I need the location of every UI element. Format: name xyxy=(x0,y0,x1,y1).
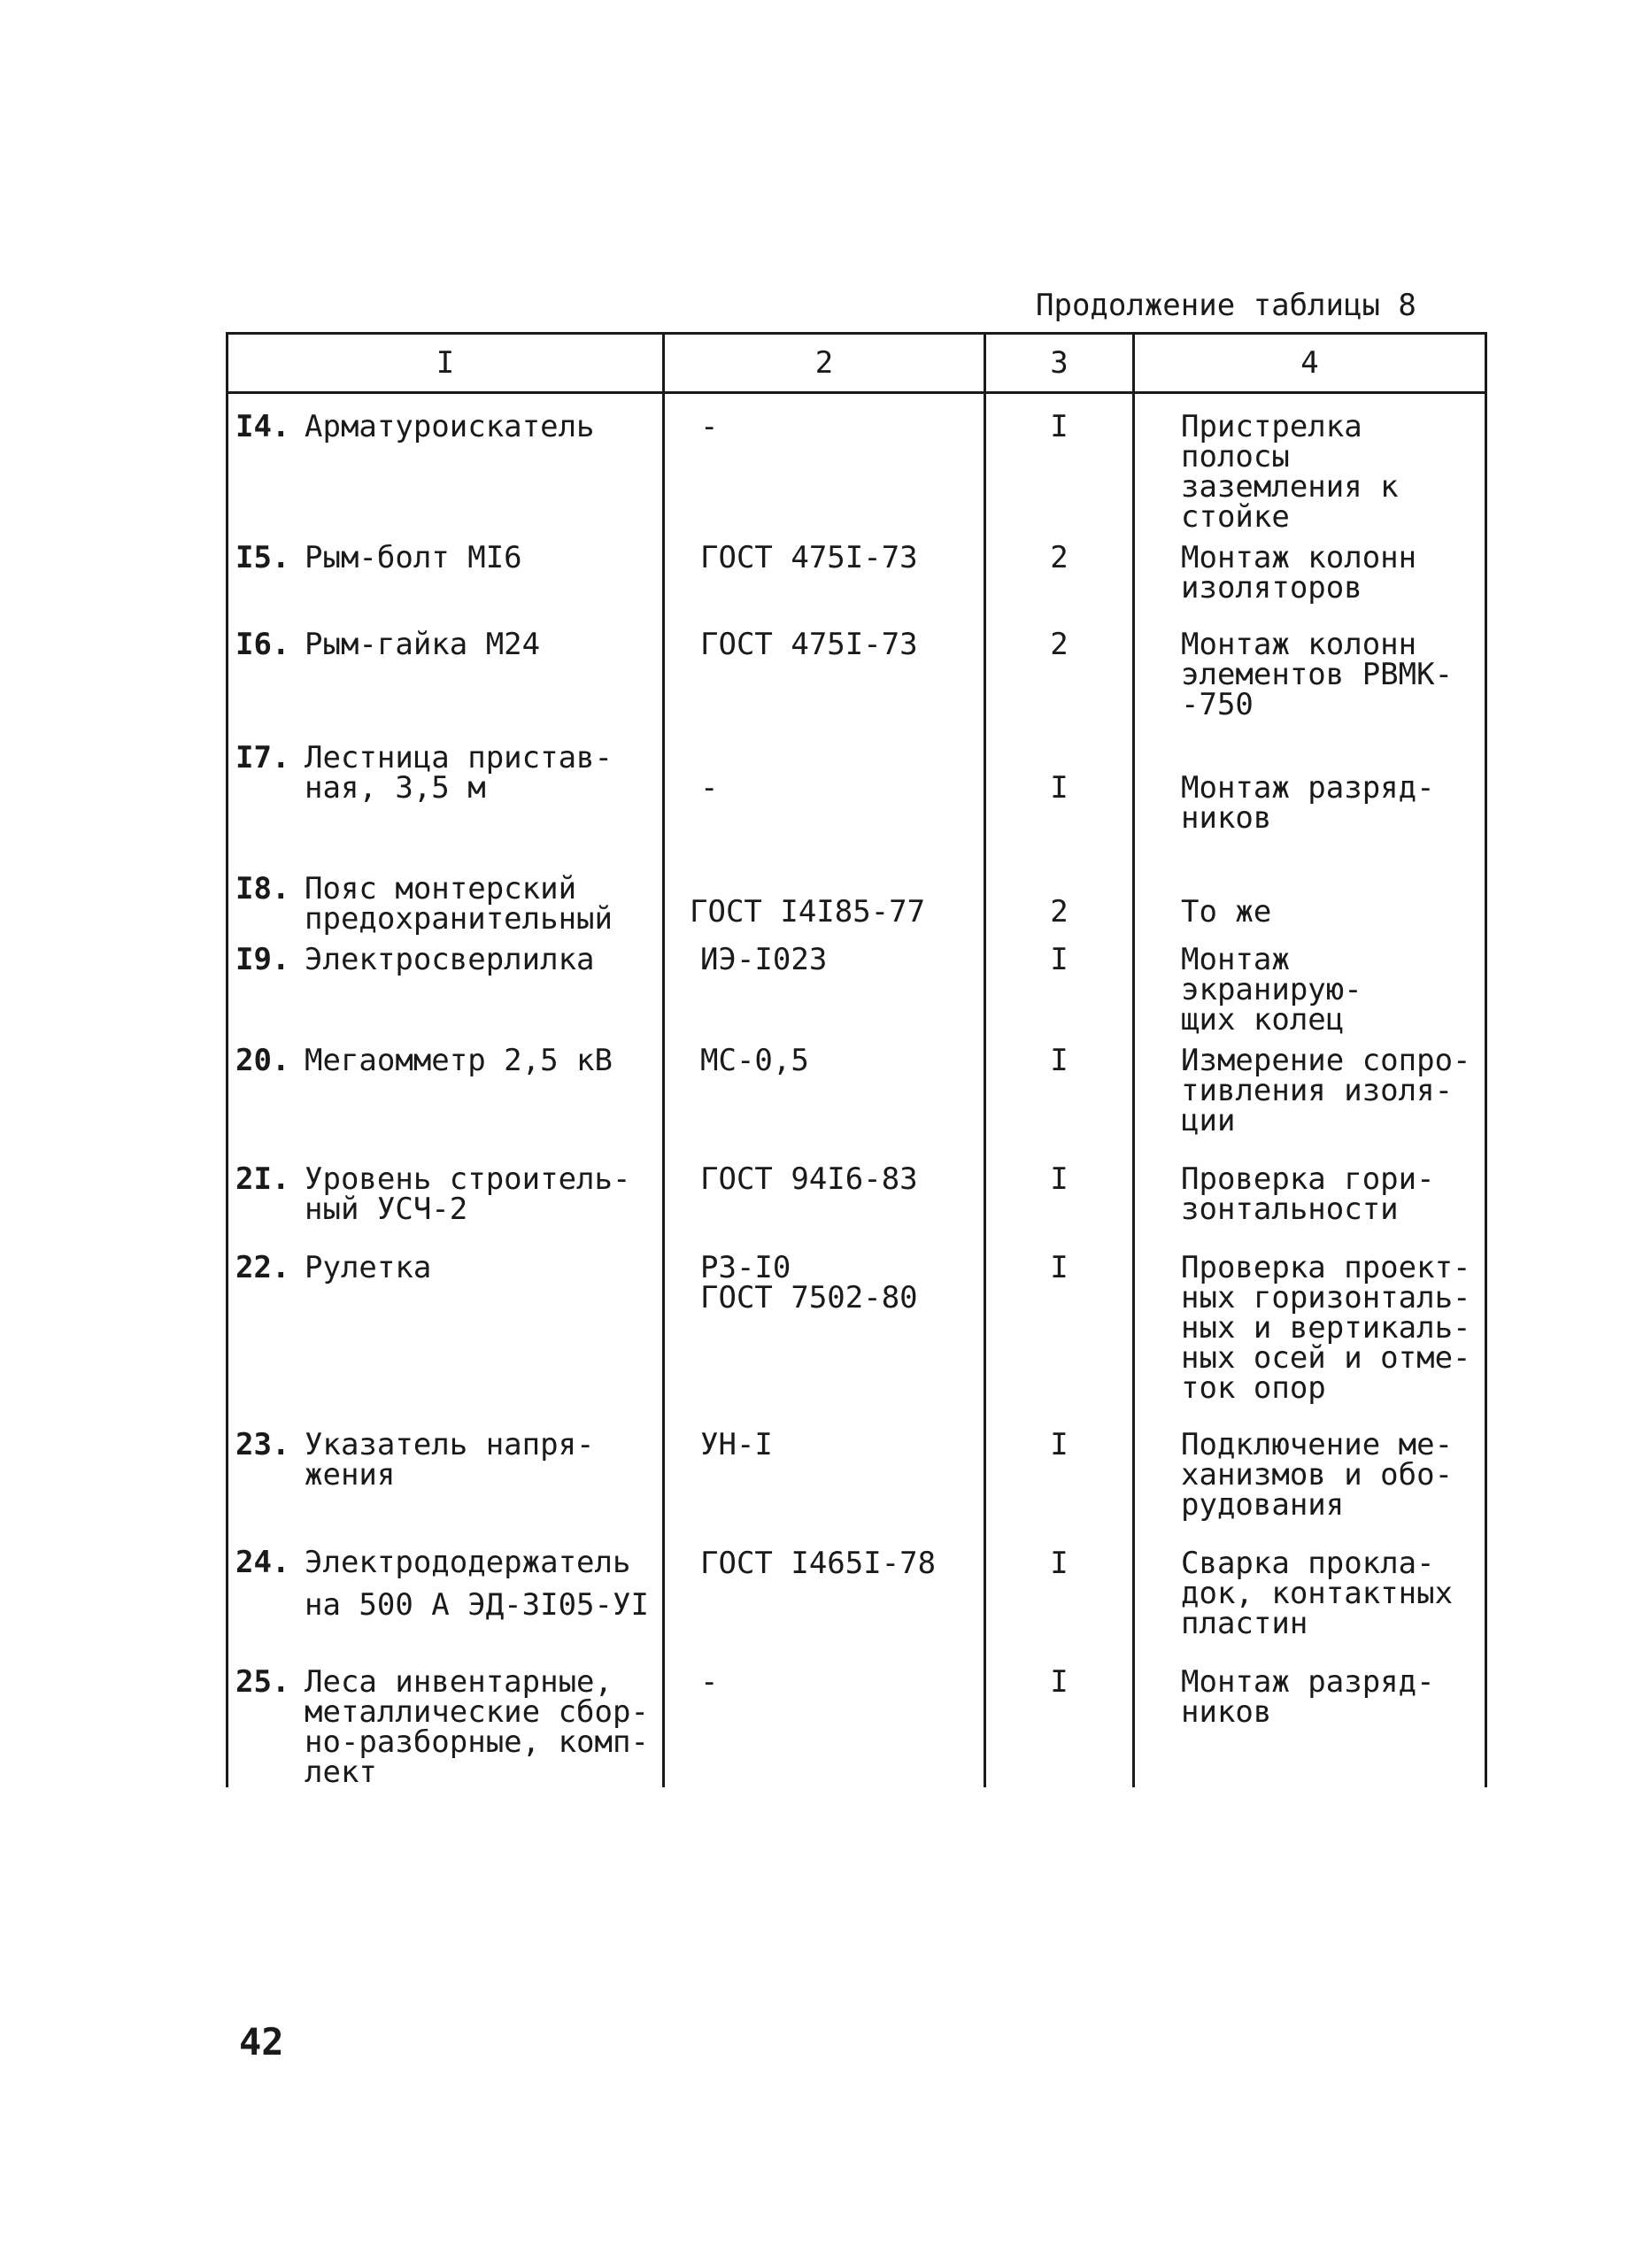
header-col-3: 3 xyxy=(985,334,1134,393)
item-purpose: Проверка проект- ных горизонталь- ных и вертикаль- ных осей и отме- ток опор xyxy=(1134,1242,1486,1419)
item-name-cell xyxy=(228,863,664,937)
item-name: Рулетка xyxy=(305,1250,432,1285)
table-row xyxy=(228,619,1486,732)
item-name: Электрододержатель на 500 А ЭД-3I05-УI xyxy=(305,1545,649,1623)
item-quantity: I xyxy=(985,1538,1134,1656)
item-number: I8. xyxy=(235,871,290,906)
item-name: Уровень строитель- ный УСЧ-2 xyxy=(305,1161,631,1227)
item-name: Рым-болт МI6 xyxy=(305,540,522,575)
item-standard: - xyxy=(664,732,985,863)
item-standard: - xyxy=(664,393,985,533)
item-name: Рым-гайка М24 xyxy=(305,627,541,662)
item-standard: ГОСТ I465I-78 xyxy=(664,1538,985,1656)
item-standard: РЗ-I0 ГОСТ 7502-80 xyxy=(664,1242,985,1419)
item-purpose: Монтаж разряд- ников xyxy=(1134,1656,1486,1787)
item-name: Указатель напря- жения xyxy=(305,1427,595,1493)
item-name: Леса инвентарные, металлические сбор- но-разборные, комп- лект xyxy=(305,1664,649,1790)
item-name-cell xyxy=(228,619,664,732)
item-standard: ГОСТ 475I-73 xyxy=(664,532,985,619)
item-quantity: 2 xyxy=(985,863,1134,934)
table-row xyxy=(228,532,1486,619)
item-purpose: Пристрелка полосы заземления к стойке xyxy=(1134,393,1486,533)
item-number: I6. xyxy=(235,627,290,662)
table-row xyxy=(228,393,1486,533)
table-header-row xyxy=(228,334,1486,393)
item-name: Электросверлилка xyxy=(305,942,595,977)
item-name-cell xyxy=(228,1035,664,1153)
item-quantity: I xyxy=(985,732,1134,863)
page-number: 42 xyxy=(239,2020,284,2064)
item-purpose: Подключение ме- ханизмов и обо- рудования xyxy=(1134,1419,1486,1538)
table-row xyxy=(228,934,1486,1035)
item-purpose: Монтаж разряд- ников xyxy=(1134,732,1486,863)
table-row xyxy=(228,1035,1486,1153)
item-quantity: 2 xyxy=(985,619,1134,732)
item-number: 22. xyxy=(235,1250,290,1285)
item-number: I5. xyxy=(235,540,290,575)
item-number: 25. xyxy=(235,1664,290,1700)
item-number: I9. xyxy=(235,942,290,977)
item-standard: ИЭ-I023 xyxy=(664,934,985,1035)
item-name: Лестница пристав- ная, 3,5 м xyxy=(305,740,613,806)
item-name-cell xyxy=(228,1419,664,1538)
item-number: 20. xyxy=(235,1043,290,1078)
item-standard: МС-0,5 xyxy=(664,1035,985,1153)
item-name-cell xyxy=(228,934,664,1035)
item-purpose: То же xyxy=(1134,863,1486,934)
item-purpose: Монтаж колонн элементов РВМК- -750 xyxy=(1134,619,1486,732)
item-quantity: I xyxy=(985,1419,1134,1538)
item-purpose: Монтаж экранирую- щих колец xyxy=(1134,934,1486,1035)
table-row xyxy=(228,863,1486,934)
item-number: 2I. xyxy=(235,1161,290,1197)
table-caption: Продолжение таблицы 8 xyxy=(1036,288,1416,323)
item-purpose: Монтаж колонн изоляторов xyxy=(1134,532,1486,619)
item-quantity: I xyxy=(985,1242,1134,1419)
item-quantity: I xyxy=(985,1656,1134,1787)
item-quantity: I xyxy=(985,393,1134,533)
item-name-cell xyxy=(228,393,664,533)
item-name: Пояс монтерский предохранительный xyxy=(305,871,613,937)
item-name-cell xyxy=(228,1538,664,1656)
item-quantity: I xyxy=(985,1153,1134,1242)
item-name-cell xyxy=(228,1242,664,1419)
table-row xyxy=(228,1242,1486,1419)
table-row xyxy=(228,732,1486,863)
item-purpose: Сварка прокла- док, контактных пластин xyxy=(1134,1538,1486,1656)
item-standard: ГОСТ 475I-73 xyxy=(664,619,985,732)
table-row xyxy=(228,1538,1486,1656)
header-col-1: I xyxy=(228,334,664,393)
item-name-cell xyxy=(228,1153,664,1242)
item-number: 23. xyxy=(235,1427,290,1462)
item-name-cell xyxy=(228,1656,664,1790)
header-col-2: 2 xyxy=(664,334,985,393)
table-row xyxy=(228,1153,1486,1242)
item-number: I4. xyxy=(235,409,290,444)
item-standard: - xyxy=(664,1656,985,1787)
item-purpose: Проверка гори- зонтальности xyxy=(1134,1153,1486,1242)
header-col-4: 4 xyxy=(1134,334,1486,393)
item-standard: ГОСТ 94I6-83 xyxy=(664,1153,985,1242)
item-name-cell xyxy=(228,532,664,619)
item-number: 24. xyxy=(235,1545,290,1580)
item-name-cell xyxy=(228,732,664,863)
item-quantity: I xyxy=(985,1035,1134,1153)
item-standard: ГОСТ I4I85-77 xyxy=(664,863,985,934)
table-row xyxy=(228,1656,1486,1787)
table-row xyxy=(228,1419,1486,1538)
equipment-table xyxy=(226,332,1487,1790)
item-quantity: 2 xyxy=(985,532,1134,619)
item-number: I7. xyxy=(235,740,290,775)
item-standard: УН-I xyxy=(664,1419,985,1538)
item-name: Арматуроискатель xyxy=(305,409,595,444)
item-name: Мегаомметр 2,5 кВ xyxy=(305,1043,613,1078)
item-purpose: Измерение сопро- тивления изоля- ции xyxy=(1134,1035,1486,1153)
item-quantity: I xyxy=(985,934,1134,1035)
